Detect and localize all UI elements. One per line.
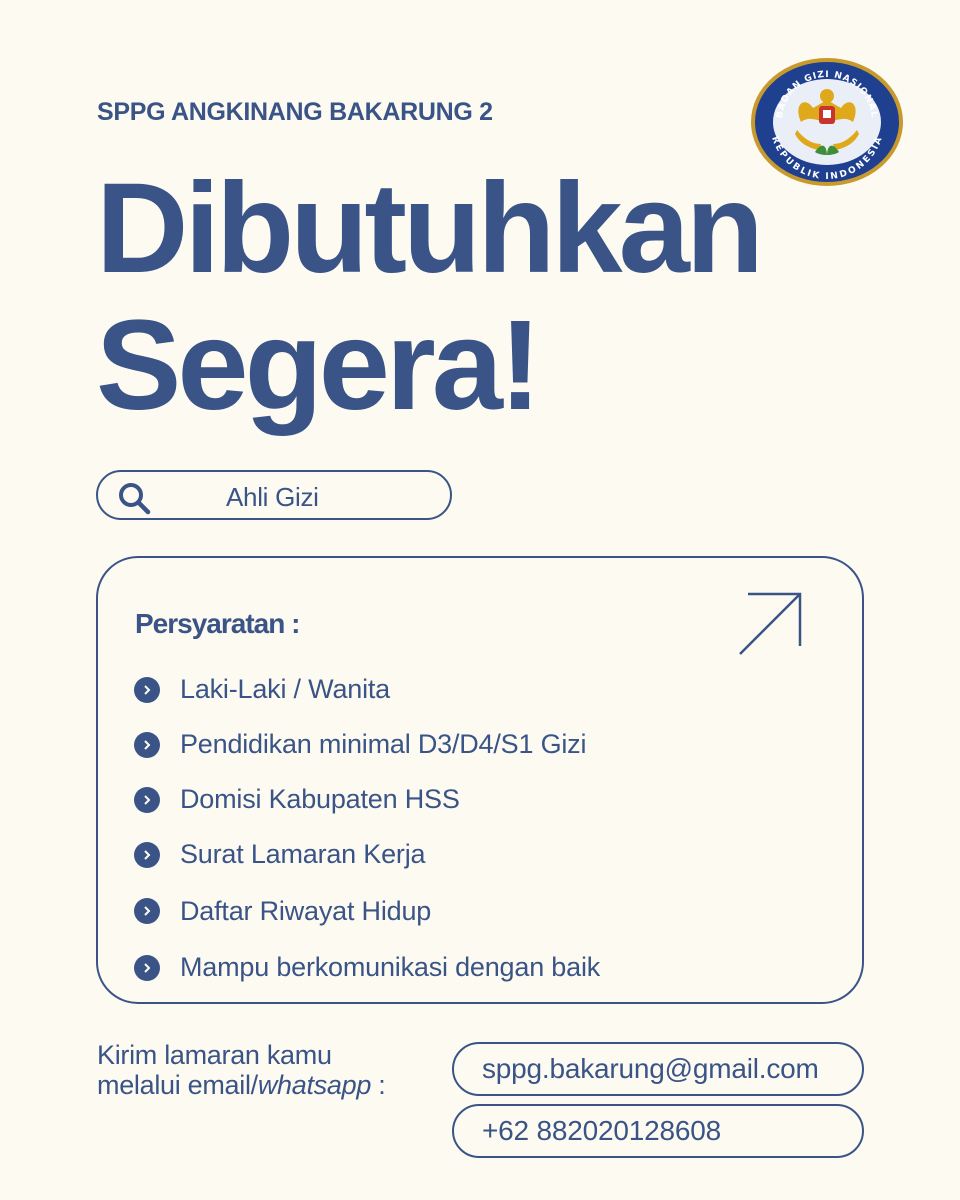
arrow-up-right-icon: [734, 588, 806, 660]
org-name: SPPG ANGKINANG BAKARUNG 2: [97, 98, 493, 126]
requirement-item: [134, 882, 600, 940]
chevron-right-icon: [134, 898, 160, 924]
headline-line-1: Dibutuhkan: [96, 157, 760, 300]
apply-instructions: [97, 1040, 385, 1100]
requirement-item: [134, 717, 600, 772]
chevron-right-icon: [134, 732, 160, 758]
search-icon: [116, 480, 152, 516]
requirements-title: Persyaratan :: [135, 608, 300, 639]
apply-prefix: melalui email/: [97, 1070, 258, 1100]
apply-whatsapp-word: whatsapp: [257, 1070, 372, 1100]
logo-top-text: BADAN GIZI NASIONAL: [775, 69, 879, 119]
logo-badge: [749, 56, 905, 188]
requirement-item: [134, 662, 600, 717]
logo-bottom-text: REPUBLIK INDONESIA: [769, 135, 885, 183]
position-label: Ahli Gizi: [226, 482, 319, 512]
email-contact[interactable]: sppg.bakarung@gmail.com: [452, 1042, 864, 1096]
requirement-item: [134, 827, 600, 882]
requirements-list: [134, 662, 600, 995]
chevron-right-icon: [134, 955, 160, 981]
requirement-text: Laki-Laki / Wanita: [180, 674, 390, 704]
requirement-item: [134, 772, 600, 827]
position-pill: [96, 470, 452, 520]
chevron-right-icon: [134, 842, 160, 868]
apply-instructions-line-2: [97, 1070, 385, 1100]
apply-suffix: :: [371, 1070, 386, 1100]
requirement-item: [134, 940, 600, 995]
chevron-right-icon: [134, 677, 160, 703]
requirement-text: Mampu berkomunikasi dengan baik: [180, 952, 601, 982]
requirement-text: Domisi Kabupaten HSS: [180, 784, 460, 814]
requirement-text: Daftar Riwayat Hidup: [180, 895, 432, 926]
phone-contact[interactable]: +62 882020128608: [452, 1104, 864, 1158]
requirements-card: [96, 556, 864, 1004]
apply-instructions-line-1: Kirim lamaran kamu: [97, 1040, 332, 1070]
headline-line-2: Segera!: [96, 294, 538, 437]
requirement-text: Pendidikan minimal D3/D4/S1 Gizi: [180, 729, 587, 759]
chevron-right-icon: [134, 787, 160, 813]
headline: [96, 157, 760, 437]
requirement-text: Surat Lamaran Kerja: [180, 839, 426, 869]
